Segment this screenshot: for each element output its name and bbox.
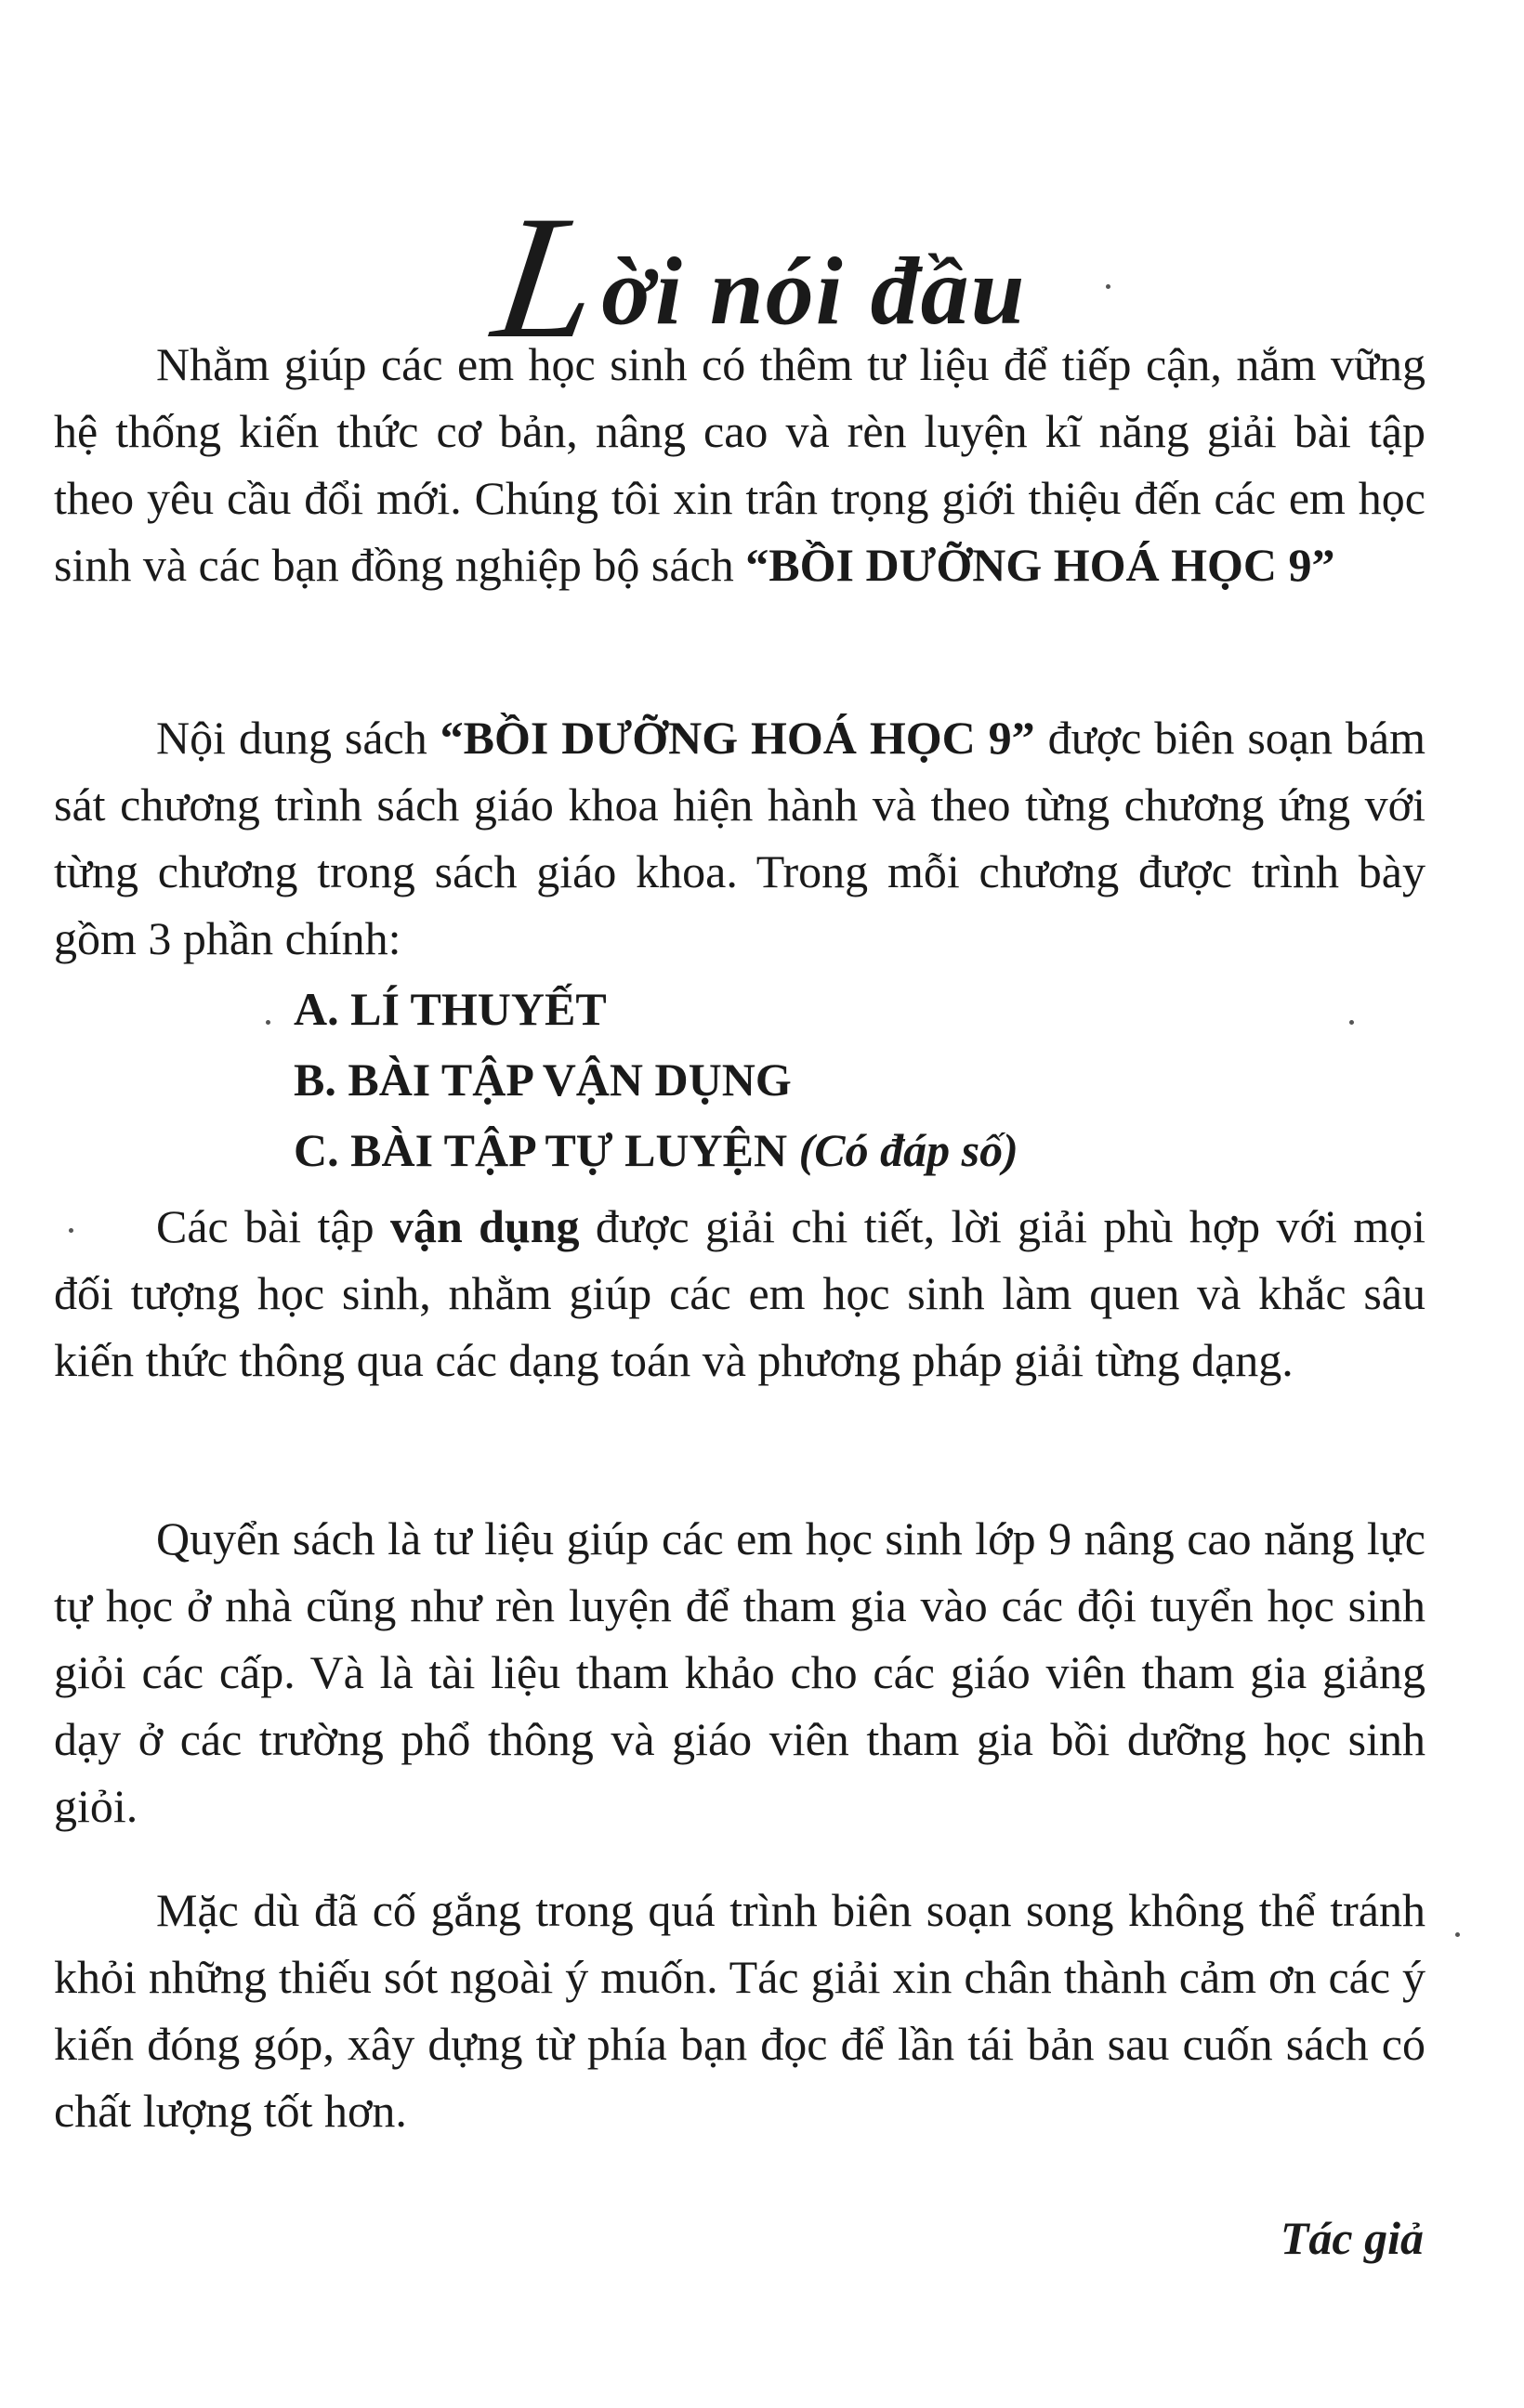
author-signature: Tác giả	[1280, 2212, 1424, 2264]
print-speck	[69, 1228, 73, 1233]
section-item: A. LÍ THUYẾT	[294, 983, 607, 1035]
page-title	[0, 177, 1524, 375]
print-speck	[1106, 284, 1110, 289]
title-initial: L	[483, 179, 611, 375]
print-speck	[1349, 1020, 1354, 1025]
closing-paragraph: Mặc dù đã cố gắng trong quá trình biên soạn song không thể tránh khỏi những thiếu sót ngoài ý muốn. Tác giải xin chân thành cảm ơn các ý kiến đóng góp, xây dựng từ phía bạn đọc để lần tái bản sau cuốn sách có chất lượng tốt hơn.	[54, 1884, 1425, 2137]
section-item: C. BÀI TẬP TỰ LUYỆN (Có đáp số)	[294, 1124, 1018, 1176]
purpose-paragraph: Quyển sách là tư liệu giúp các em học sinh lớp 9 nâng cao năng lực tự học ở nhà cũng như rèn luyện để tham gia vào các đội tuyển học sinh giỏi các cấp. Và là tài liệu tham khảo cho các giáo viên tham gia giảng dạy ở các trường phổ thông và giáo viên tham gia bồi dưỡng học sinh giỏi.	[54, 1512, 1425, 1832]
book-title-bold: “BỒI DƯỠNG HOÁ HỌC 9”	[440, 712, 1035, 764]
section-list	[294, 974, 1018, 1185]
content-paragraph: Nội dung sách “BỒI DƯỠNG HOÁ HỌC 9” được biên soạn bám sát chương trình sách giáo khoa hiện hành và theo từng chương ứng với từng chương trong sách giáo khoa. Trong mỗi chương được trình bày gồm 3 phần chính:	[54, 712, 1425, 964]
print-speck	[266, 1020, 270, 1025]
section-item: B. BÀI TẬP VẬN DỤNG	[294, 1054, 792, 1106]
section-note: (Có đáp số)	[798, 1124, 1018, 1176]
exercise-paragraph: Các bài tập vận dụng được giải chi tiết, lời giải phù hợp với mọi đối tượng học sinh, nhằm giúp các em học sinh làm quen và khắc sâu kiến thức thông qua các dạng toán và phương pháp giải từng dạng.	[54, 1200, 1426, 1386]
intro-paragraph: Nhằm giúp các em học sinh có thêm tư liệu để tiếp cận, nắm vững hệ thống kiến thức cơ bản, nâng cao và rèn luyện kĩ năng giải bài tập theo yêu cầu đổi mới. Chúng tôi xin trân trọng giới thiệu đến các em học sinh và các bạn đồng nghiệp bộ sách “BỒI DƯỠNG HOÁ HỌC 9”	[54, 338, 1425, 591]
book-title-bold: “BỒI DƯỠNG HOÁ HỌC 9”	[745, 539, 1335, 591]
print-speck	[1455, 1932, 1460, 1937]
title-rest: ời nói đầu	[601, 237, 1027, 345]
emphasis-bold: vận dụng	[389, 1200, 580, 1252]
